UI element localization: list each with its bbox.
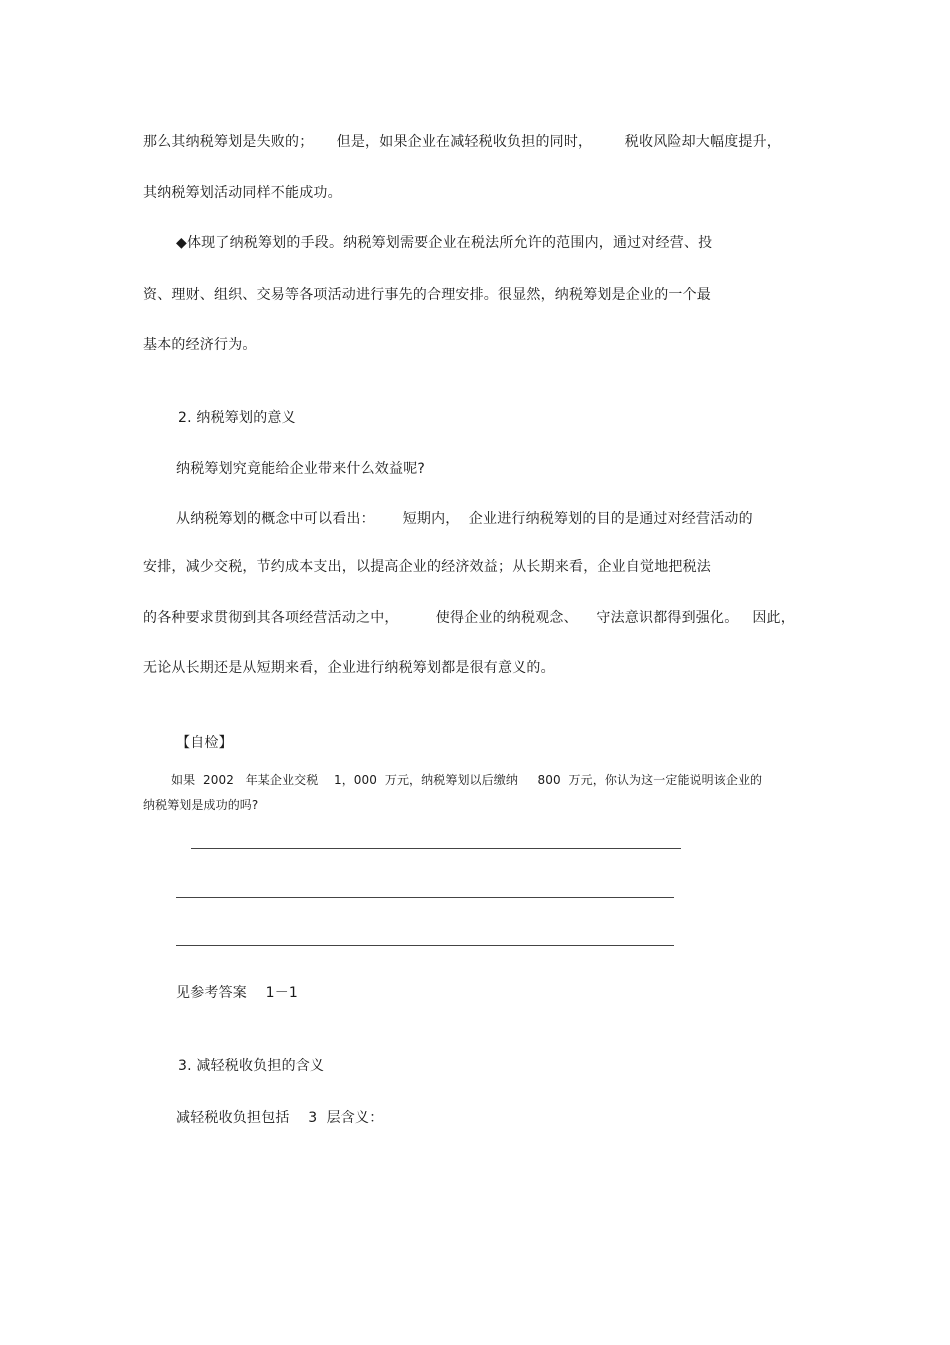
paragraph-line: 纳税筹划究竟能给企业带来什么效益呢? (176, 461, 426, 477)
paragraph-line: 减轻税收负担包括 3 层含义： (176, 1110, 384, 1126)
question-line: 如果 2002 年某企业交税 1，000 万元，纳税筹划以后缴纳 800 万元，你认为这一定能说明该企业的 (171, 773, 763, 787)
answer-blank-line (176, 945, 674, 946)
section-heading: 3. 减轻税收负担的含义 (178, 1058, 325, 1074)
paragraph-line: 基本的经济行为。 (143, 337, 257, 353)
paragraph-line: 其纳税筹划活动同样不能成功。 (143, 185, 342, 201)
paragraph-line: 无论从长期还是从短期来看，企业进行纳税筹划都是很有意义的。 (143, 660, 555, 676)
answer-blank-line (176, 897, 674, 898)
paragraph-line: 安排，减少交税，节约成本支出，以提高企业的经济效益；从长期来看，企业自觉地把税法 (143, 559, 711, 575)
answer-reference: 见参考答案 1－1 (176, 985, 299, 1001)
paragraph-line: 从纳税筹划的概念中可以看出： 短期内， 企业进行纳税筹划的目的是通过对经营活动的 (176, 511, 753, 527)
paragraph-line: 资、理财、组织、交易等各项活动进行事先的合理安排。很显然，纳税筹划是企业的一个最 (143, 287, 711, 303)
paragraph-line: 的各种要求贯彻到其各项经营活动之中， 使得企业的纳税观念、 守法意识都得到强化。 因此， (143, 610, 795, 626)
answer-blank-line (191, 848, 681, 849)
section-heading: 2. 纳税筹划的意义 (178, 410, 296, 426)
paragraph-line: 那么其纳税筹划是失败的； 但是，如果企业在减轻税收负担的同时， 税收风险却大幅度提升， (143, 134, 781, 150)
paragraph-line: ◆体现了纳税筹划的手段。纳税筹划需要企业在税法所允许的范围内，通过对经营、投 (176, 235, 713, 251)
self-check-heading: 【自检】 (176, 735, 233, 751)
question-line: 纳税筹划是成功的吗? (143, 798, 259, 812)
